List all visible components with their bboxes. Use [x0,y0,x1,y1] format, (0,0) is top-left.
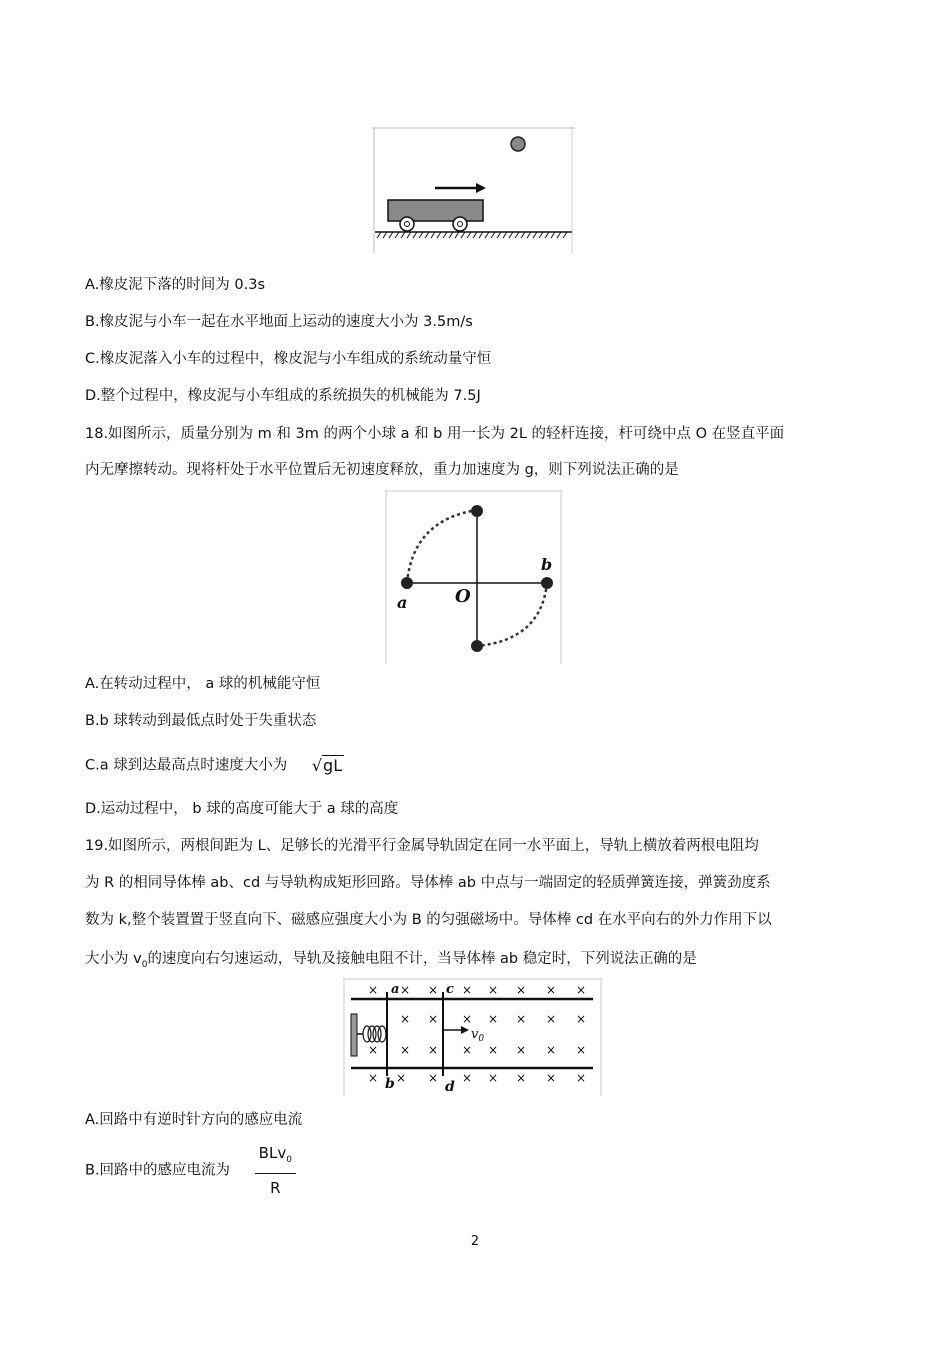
svg-text:×: × [461,983,473,997]
svg-text:×: × [461,1043,473,1057]
label-a: a [391,982,400,997]
svg-text:×: × [487,1071,499,1085]
ball-top [471,505,483,517]
label-b: b [541,555,553,574]
ball-b [541,577,553,589]
label-d: d [445,1079,455,1095]
svg-text:×: × [427,983,439,997]
cart-figure [373,127,575,253]
svg-text:×: × [515,1012,527,1026]
rod-diagram [385,490,563,664]
page-number: 2 [470,1234,480,1249]
label-a: a [397,593,408,612]
sqrt-radicand: gL [323,756,343,775]
q18-stem-line-2: 内无摩擦转动。现将杆处于水平位置后无初速度释放，重力加速度为 g，则下列说法正确的是 [85,462,679,478]
q19-stem-4b: 的速度向右匀速运动，导轨及接触电阻不计，当导体棒 ab 稳定时，下列说法正确的是 [147,951,697,967]
svg-text:×: × [367,983,379,997]
ball-a [401,577,413,589]
q17-option-b: B.橡皮泥与小车一起在水平地面上运动的速度大小为 3.5m/s [85,314,473,330]
dashed-path-a [407,510,477,583]
q17-option-c: C.橡皮泥落入小车的过程中，橡皮泥与小车组成的系统动量守恒 [85,351,492,367]
q18-option-c-text: C.a 球到达最高点时速度大小为 [85,757,288,774]
svg-text:×: × [427,1012,439,1026]
cart-diagram [373,127,575,253]
q18-option-a: A.在转动过程中， a 球的机械能守恒 [85,676,321,692]
rail-figure [343,978,603,1096]
rotating-rod-figure [385,490,563,664]
svg-text:×: × [427,1043,439,1057]
svg-text:×: × [367,1071,379,1085]
q19-stem-line-4 [85,949,697,975]
svg-text:×: × [399,1043,411,1057]
q17-option-d: D.整个过程中，橡皮泥与小车组成的系统损失的机械能为 7.5J [85,388,481,404]
q19-stem-4sub: 0 [141,959,148,970]
fraction-denominator: R [270,1179,281,1197]
svg-text:×: × [545,1071,557,1085]
svg-text:×: × [515,1043,527,1057]
fraction-numerator: BLv$_0$ [255,1142,296,1174]
svg-text:×: × [515,1071,527,1085]
q17-option-a: A.橡皮泥下落的时间为 0.3s [85,277,265,293]
svg-text:×: × [575,983,587,997]
q18-option-c [85,755,344,776]
ball-bottom [471,640,483,652]
spring [363,1026,386,1042]
svg-text:×: × [395,1071,407,1085]
q18-option-b: B.b 球转动到最低点时处于失重状态 [85,713,317,729]
sqrt-expression: √gL [311,756,343,775]
q19-option-a: A.回路中有逆时针方向的感应电流 [85,1112,303,1128]
svg-text:×: × [461,1012,473,1026]
svg-text:×: × [515,983,527,997]
q18-stem-line-1: 18.如图所示，质量分别为 m 和 3m 的两个小球 a 和 b 用一长为 2L 的轻杆连接，杆可绕中点 O 在竖直平面 [85,426,785,442]
svg-text:×: × [575,1071,587,1085]
svg-text:×: × [427,1071,439,1085]
cart-body [388,200,483,221]
ball [511,137,525,151]
svg-text:×: × [545,1043,557,1057]
svg-text:×: × [367,1043,379,1057]
q19-stem-line-1: 19.如图所示，两根间距为 L、足够长的光滑平行金属导轨固定在同一水平面上，导轨上横放着两根电阻均 [85,838,759,854]
dashed-path-b [477,583,547,646]
svg-text:×: × [545,1012,557,1026]
label-o: O [455,586,471,607]
svg-text:×: × [487,983,499,997]
wall [351,1014,357,1056]
svg-text:×: × [575,1043,587,1057]
label-b: b [385,1076,395,1092]
q19-stem-line-2: 为 R 的相同导体棒 ab、cd 与导轨构成矩形回路。导体棒 ab 中点与一端固定的轻质弹簧连接，弹簧劲度系 [85,875,771,891]
q19-option-b [85,1142,296,1199]
q19-stem-line-3: 数为 k,整个装置置于竖直向下、磁感应强度大小为 B 的匀强磁场中。导体棒 cd 在水平向右的外力作用下以 [85,912,772,928]
q18-option-d: D.运动过程中， b 球的高度可能大于 a 球的高度 [85,801,399,817]
fraction [255,1142,296,1199]
svg-text:×: × [399,1012,411,1026]
svg-text:×: × [487,1043,499,1057]
rail-diagram [343,978,603,1096]
label-c: c [446,982,454,997]
label-v: $v_0$ [471,1027,485,1044]
svg-text:×: × [487,1012,499,1026]
q19-option-b-text: B.回路中的感应电流为 [85,1162,231,1179]
q19-stem-4a: 大小为 v [85,951,142,967]
svg-text:×: × [399,983,411,997]
svg-text:×: × [545,983,557,997]
svg-text:×: × [461,1071,473,1085]
svg-text:×: × [575,1012,587,1026]
